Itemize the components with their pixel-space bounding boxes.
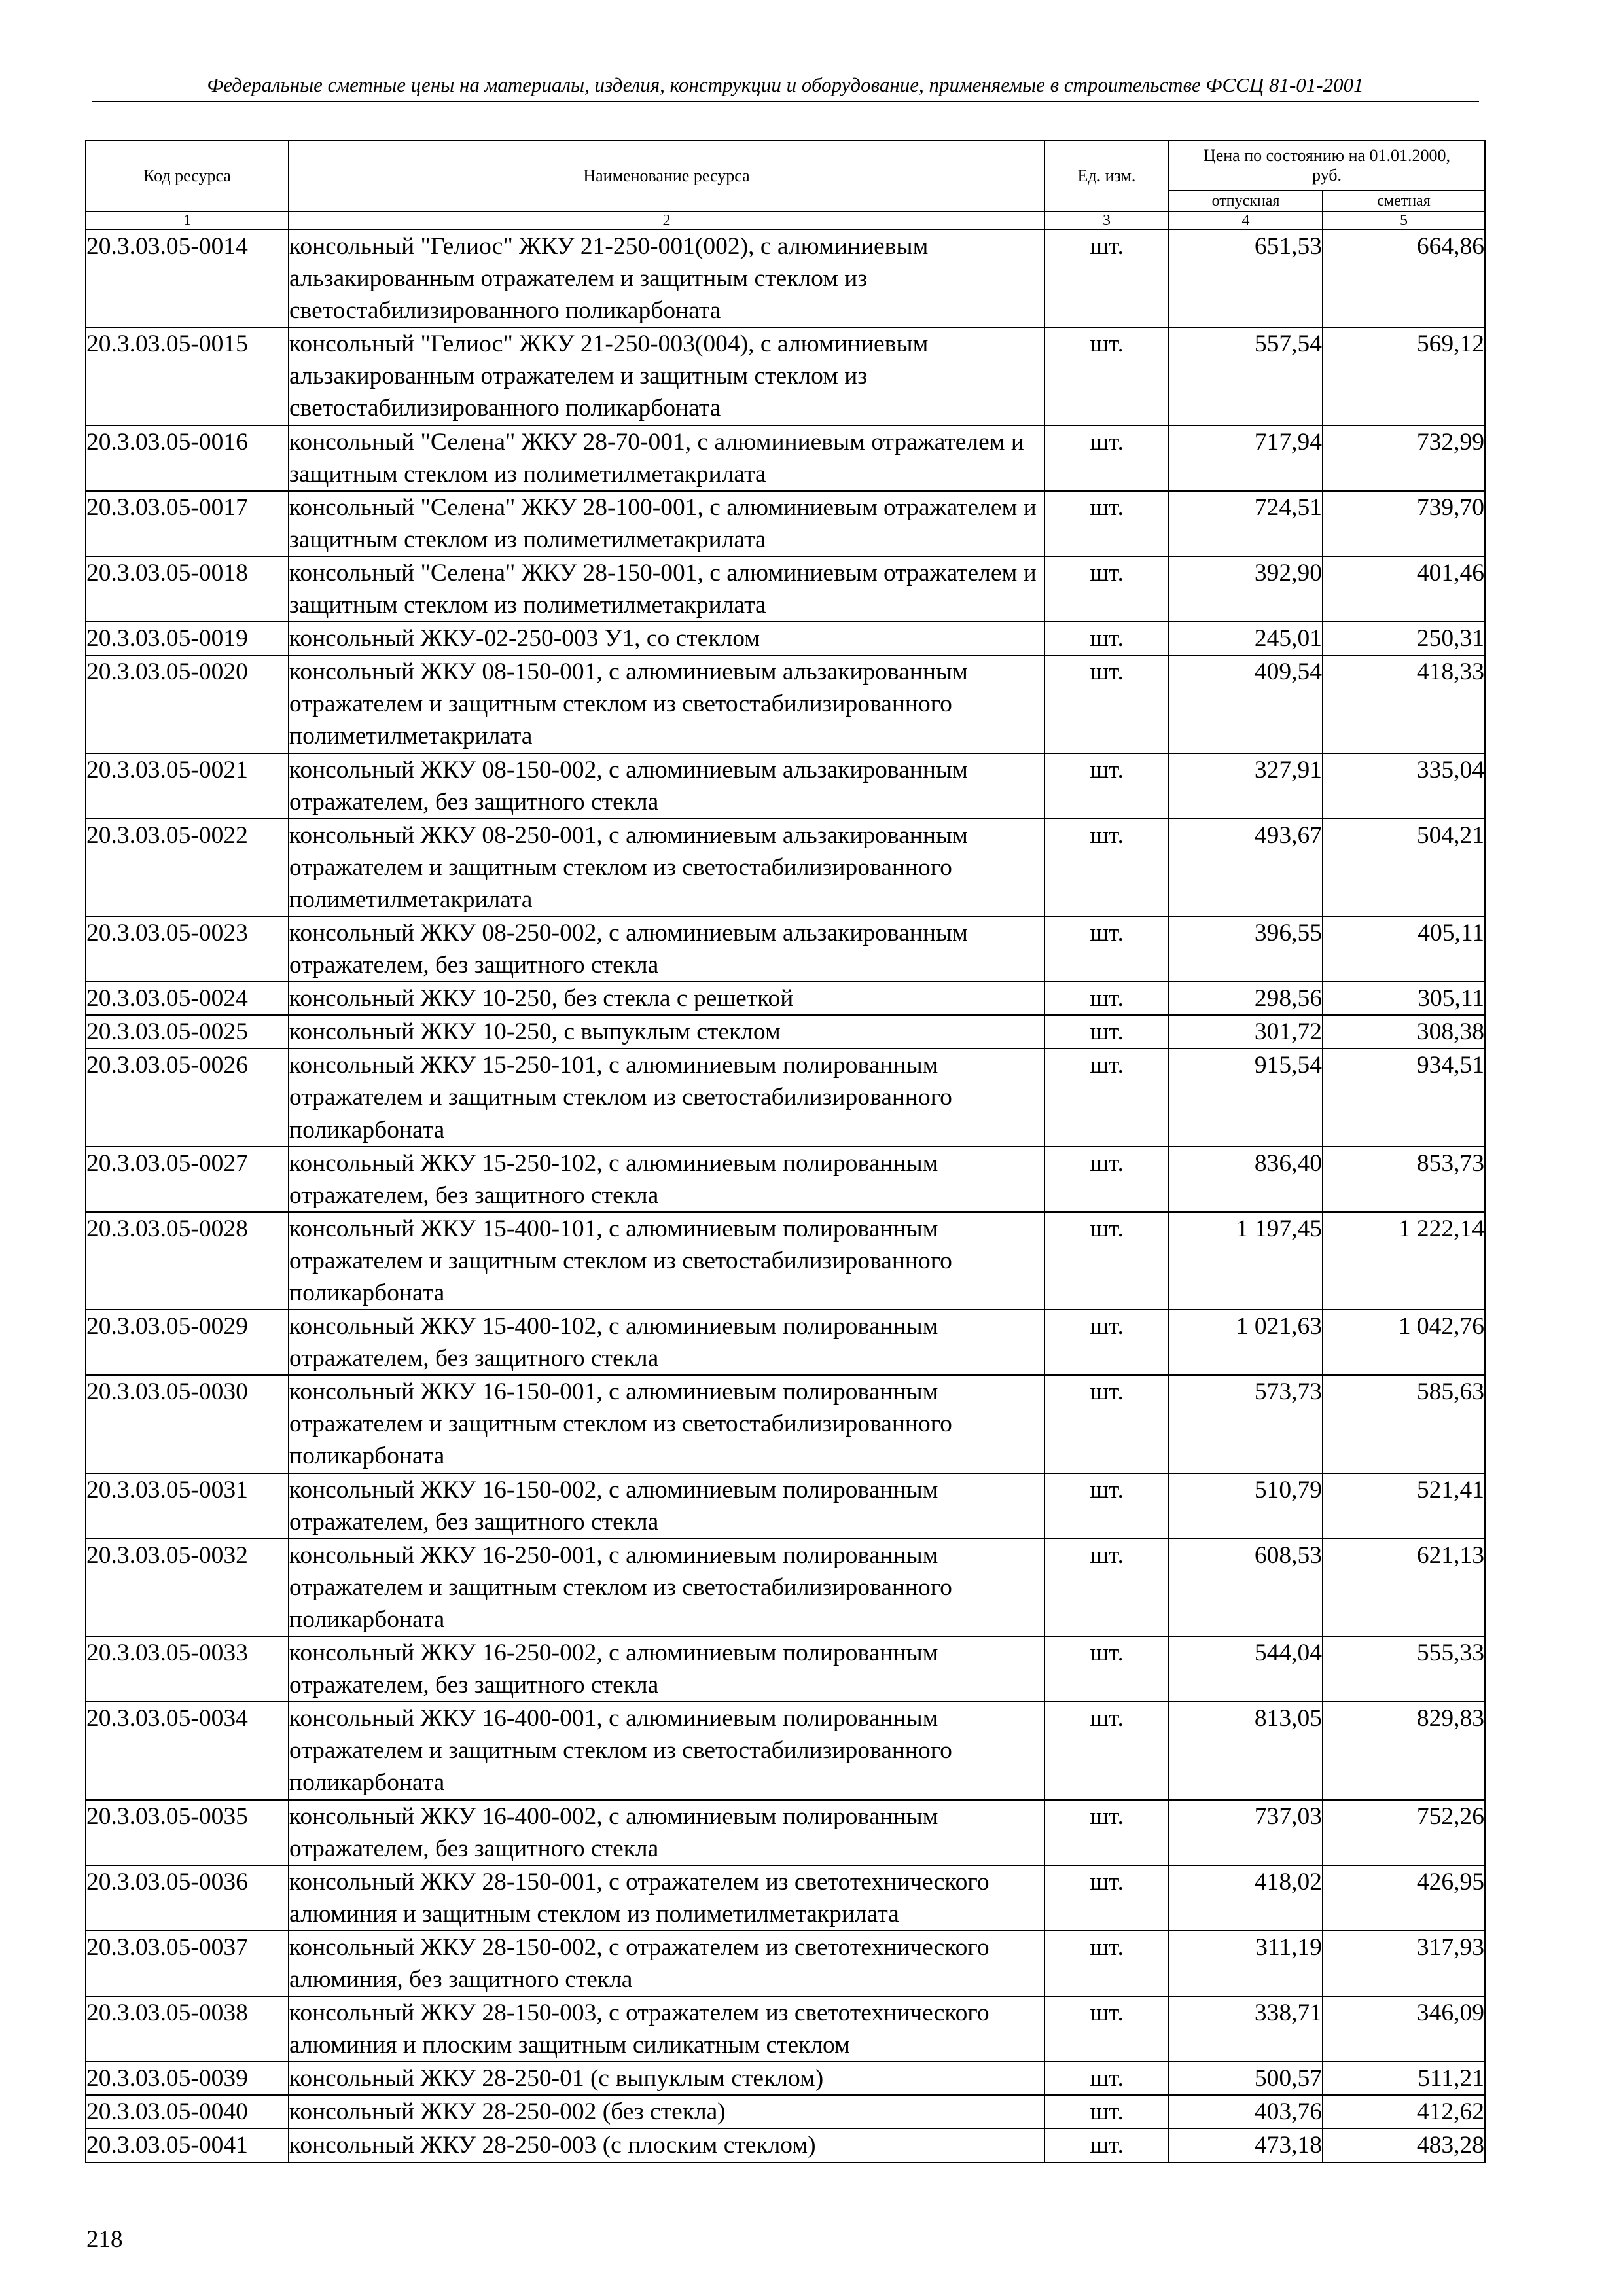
resource-code: 20.3.03.05-0015 xyxy=(86,327,289,425)
running-header: Федеральные сметные цены на материалы, изделия, конструкции и оборудование, применяемые в строительстве ФССЦ 81-01-2001 xyxy=(92,73,1479,102)
release-price: 409,54 xyxy=(1169,655,1323,753)
release-price: 717,94 xyxy=(1169,425,1323,491)
resource-name: консольный ЖКУ 28-250-003 (с плоским стеклом) xyxy=(289,2128,1044,2162)
release-price: 301,72 xyxy=(1169,1015,1323,1049)
resource-code: 20.3.03.05-0036 xyxy=(86,1865,289,1931)
unit-of-measure: шт. xyxy=(1044,425,1169,491)
release-price: 473,18 xyxy=(1169,2128,1323,2162)
table-row xyxy=(86,1049,1485,1146)
column-number: 4 xyxy=(1169,211,1323,230)
release-price: 245,01 xyxy=(1169,622,1323,655)
resource-code: 20.3.03.05-0034 xyxy=(86,1702,289,1799)
estimate-price: 555,33 xyxy=(1323,1636,1485,1702)
table-row xyxy=(86,2095,1485,2128)
table-row xyxy=(86,1310,1485,1375)
release-price: 338,71 xyxy=(1169,1996,1323,2062)
table-row xyxy=(86,982,1485,1015)
resource-name: консольный "Селена" ЖКУ 28-70-001, с алюминиевым отражателем и защитным стеклом из полиметилметакрилата xyxy=(289,425,1044,491)
col-header-code: Код ресурса xyxy=(86,141,289,211)
resource-code: 20.3.03.05-0026 xyxy=(86,1049,289,1146)
table-row xyxy=(86,1931,1485,1996)
estimate-price: 504,21 xyxy=(1323,819,1485,916)
estimate-price: 335,04 xyxy=(1323,753,1485,819)
table-row xyxy=(86,327,1485,425)
table-row xyxy=(86,1636,1485,1702)
table-row xyxy=(86,1865,1485,1931)
resource-name: консольный "Гелиос" ЖКУ 21-250-003(004), с алюминиевым альзакированным отражателем и защитным стеклом из светостабилизированного поликарбоната xyxy=(289,327,1044,425)
table-row xyxy=(86,753,1485,819)
unit-of-measure: шт. xyxy=(1044,1310,1169,1375)
release-price: 493,67 xyxy=(1169,819,1323,916)
release-price: 813,05 xyxy=(1169,1702,1323,1799)
resource-name: консольный "Гелиос" ЖКУ 21-250-001(002), с алюминиевым альзакированным отражателем и защитным стеклом из светостабилизированного поликарбоната xyxy=(289,230,1044,327)
table-row xyxy=(86,1996,1485,2062)
resource-name: консольный ЖКУ 15-250-102, с алюминиевым полированным отражателем, без защитного стекла xyxy=(289,1147,1044,1212)
release-price: 510,79 xyxy=(1169,1473,1323,1539)
estimate-price: 569,12 xyxy=(1323,327,1485,425)
release-price: 557,54 xyxy=(1169,327,1323,425)
resource-code: 20.3.03.05-0029 xyxy=(86,1310,289,1375)
price-table xyxy=(85,140,1486,2163)
resource-name: консольный ЖКУ 15-400-102, с алюминиевым полированным отражателем, без защитного стекла xyxy=(289,1310,1044,1375)
release-price: 1 021,63 xyxy=(1169,1310,1323,1375)
release-price: 327,91 xyxy=(1169,753,1323,819)
resource-name: консольный ЖКУ 16-150-001, с алюминиевым полированным отражателем и защитным стеклом из светостабилизированного поликарбоната xyxy=(289,1375,1044,1473)
table-row xyxy=(86,819,1485,916)
table-row xyxy=(86,916,1485,982)
release-price: 737,03 xyxy=(1169,1800,1323,1865)
estimate-price: 829,83 xyxy=(1323,1702,1485,1799)
resource-name: консольный ЖКУ 08-150-002, с алюминиевым альзакированным отражателем, без защитного стекла xyxy=(289,753,1044,819)
resource-name: консольный ЖКУ 28-250-01 (с выпуклым стеклом) xyxy=(289,2062,1044,2095)
release-price: 396,55 xyxy=(1169,916,1323,982)
table-row xyxy=(86,230,1485,327)
col-header-price-release: отпускная xyxy=(1169,190,1323,211)
resource-code: 20.3.03.05-0020 xyxy=(86,655,289,753)
estimate-price: 585,63 xyxy=(1323,1375,1485,1473)
estimate-price: 483,28 xyxy=(1323,2128,1485,2162)
table-row xyxy=(86,556,1485,622)
resource-code: 20.3.03.05-0040 xyxy=(86,2095,289,2128)
unit-of-measure: шт. xyxy=(1044,1147,1169,1212)
resource-code: 20.3.03.05-0023 xyxy=(86,916,289,982)
column-number: 2 xyxy=(289,211,1044,230)
unit-of-measure: шт. xyxy=(1044,1473,1169,1539)
col-header-name: Наименование ресурса xyxy=(289,141,1044,211)
release-price: 608,53 xyxy=(1169,1539,1323,1636)
release-price: 573,73 xyxy=(1169,1375,1323,1473)
resource-name: консольный ЖКУ 28-150-003, с отражателем из светотехнического алюминия и плоским защитным силикатным стеклом xyxy=(289,1996,1044,2062)
release-price: 836,40 xyxy=(1169,1147,1323,1212)
table-row xyxy=(86,1147,1485,1212)
unit-of-measure: шт. xyxy=(1044,1931,1169,1996)
col-header-price-estimate: сметная xyxy=(1323,190,1485,211)
estimate-price: 412,62 xyxy=(1323,2095,1485,2128)
release-price: 392,90 xyxy=(1169,556,1323,622)
release-price: 298,56 xyxy=(1169,982,1323,1015)
estimate-price: 739,70 xyxy=(1323,491,1485,556)
estimate-price: 1 222,14 xyxy=(1323,1212,1485,1310)
release-price: 651,53 xyxy=(1169,230,1323,327)
resource-code: 20.3.03.05-0028 xyxy=(86,1212,289,1310)
table-row xyxy=(86,655,1485,753)
resource-code: 20.3.03.05-0039 xyxy=(86,2062,289,2095)
unit-of-measure: шт. xyxy=(1044,327,1169,425)
estimate-price: 521,41 xyxy=(1323,1473,1485,1539)
resource-name: консольный ЖКУ 08-250-001, с алюминиевым альзакированным отражателем и защитным стеклом из светостабилизированного полиметилметакрилата xyxy=(289,819,1044,916)
resource-code: 20.3.03.05-0022 xyxy=(86,819,289,916)
estimate-price: 853,73 xyxy=(1323,1147,1485,1212)
resource-code: 20.3.03.05-0018 xyxy=(86,556,289,622)
resource-code: 20.3.03.05-0016 xyxy=(86,425,289,491)
release-price: 724,51 xyxy=(1169,491,1323,556)
table-row xyxy=(86,491,1485,556)
estimate-price: 732,99 xyxy=(1323,425,1485,491)
resource-code: 20.3.03.05-0024 xyxy=(86,982,289,1015)
column-number: 5 xyxy=(1323,211,1485,230)
column-number: 3 xyxy=(1044,211,1169,230)
resource-name: консольный ЖКУ 16-250-001, с алюминиевым полированным отражателем и защитным стеклом из светостабилизированного поликарбоната xyxy=(289,1539,1044,1636)
release-price: 915,54 xyxy=(1169,1049,1323,1146)
resource-code: 20.3.03.05-0021 xyxy=(86,753,289,819)
table-row xyxy=(86,2128,1485,2162)
unit-of-measure: шт. xyxy=(1044,1015,1169,1049)
resource-name: консольный ЖКУ 28-150-001, с отражателем из светотехнического алюминия и защитным стеклом из полиметилметакрилата xyxy=(289,1865,1044,1931)
unit-of-measure: шт. xyxy=(1044,753,1169,819)
column-number: 1 xyxy=(86,211,289,230)
resource-name: консольный ЖКУ 28-250-002 (без стекла) xyxy=(289,2095,1044,2128)
resource-code: 20.3.03.05-0037 xyxy=(86,1931,289,1996)
unit-of-measure: шт. xyxy=(1044,1702,1169,1799)
resource-code: 20.3.03.05-0038 xyxy=(86,1996,289,2062)
table-row xyxy=(86,2062,1485,2095)
resource-code: 20.3.03.05-0030 xyxy=(86,1375,289,1473)
resource-name: консольный ЖКУ 08-150-001, с алюминиевым альзакированным отражателем и защитным стеклом из светостабилизированного полиметилметакрилата xyxy=(289,655,1044,753)
resource-code: 20.3.03.05-0035 xyxy=(86,1800,289,1865)
resource-name: консольный ЖКУ-02-250-003 У1, со стеклом xyxy=(289,622,1044,655)
resource-name: консольный "Селена" ЖКУ 28-100-001, с алюминиевым отражателем и защитным стеклом из полиметилметакрилата xyxy=(289,491,1044,556)
col-header-price-group: Цена по состоянию на 01.01.2000, руб. xyxy=(1169,141,1485,190)
resource-name: консольный ЖКУ 08-250-002, с алюминиевым альзакированным отражателем, без защитного стекла xyxy=(289,916,1044,982)
resource-name: консольный ЖКУ 28-150-002, с отражателем из светотехнического алюминия, без защитного стекла xyxy=(289,1931,1044,1996)
unit-of-measure: шт. xyxy=(1044,1800,1169,1865)
unit-of-measure: шт. xyxy=(1044,491,1169,556)
resource-code: 20.3.03.05-0033 xyxy=(86,1636,289,1702)
table-body xyxy=(86,230,1485,2162)
estimate-price: 317,93 xyxy=(1323,1931,1485,1996)
unit-of-measure: шт. xyxy=(1044,819,1169,916)
release-price: 418,02 xyxy=(1169,1865,1323,1931)
table-row xyxy=(86,1800,1485,1865)
unit-of-measure: шт. xyxy=(1044,982,1169,1015)
unit-of-measure: шт. xyxy=(1044,1375,1169,1473)
resource-name: консольный ЖКУ 16-250-002, с алюминиевым полированным отражателем, без защитного стекла xyxy=(289,1636,1044,1702)
table-row xyxy=(86,622,1485,655)
resource-name: консольный ЖКУ 10-250, без стекла с решеткой xyxy=(289,982,1044,1015)
table-row xyxy=(86,1702,1485,1799)
release-price: 1 197,45 xyxy=(1169,1212,1323,1310)
resource-code: 20.3.03.05-0041 xyxy=(86,2128,289,2162)
unit-of-measure: шт. xyxy=(1044,1865,1169,1931)
unit-of-measure: шт. xyxy=(1044,230,1169,327)
unit-of-measure: шт. xyxy=(1044,1049,1169,1146)
table-row xyxy=(86,425,1485,491)
resource-name: консольный ЖКУ 16-400-001, с алюминиевым полированным отражателем и защитным стеклом из светостабилизированного поликарбоната xyxy=(289,1702,1044,1799)
release-price: 500,57 xyxy=(1169,2062,1323,2095)
estimate-price: 401,46 xyxy=(1323,556,1485,622)
table-row xyxy=(86,1375,1485,1473)
estimate-price: 426,95 xyxy=(1323,1865,1485,1931)
col-header-unit: Ед. изм. xyxy=(1044,141,1169,211)
resource-code: 20.3.03.05-0025 xyxy=(86,1015,289,1049)
unit-of-measure: шт. xyxy=(1044,556,1169,622)
resource-code: 20.3.03.05-0014 xyxy=(86,230,289,327)
resource-code: 20.3.03.05-0027 xyxy=(86,1147,289,1212)
unit-of-measure: шт. xyxy=(1044,916,1169,982)
estimate-price: 418,33 xyxy=(1323,655,1485,753)
resource-name: консольный ЖКУ 15-250-101, с алюминиевым полированным отражателем и защитным стеклом из светостабилизированного поликарбоната xyxy=(289,1049,1044,1146)
unit-of-measure: шт. xyxy=(1044,2095,1169,2128)
release-price: 311,19 xyxy=(1169,1931,1323,1996)
resource-code: 20.3.03.05-0032 xyxy=(86,1539,289,1636)
estimate-price: 308,38 xyxy=(1323,1015,1485,1049)
estimate-price: 511,21 xyxy=(1323,2062,1485,2095)
unit-of-measure: шт. xyxy=(1044,2128,1169,2162)
table-row xyxy=(86,1212,1485,1310)
unit-of-measure: шт. xyxy=(1044,622,1169,655)
resource-name: консольный ЖКУ 16-150-002, с алюминиевым полированным отражателем, без защитного стекла xyxy=(289,1473,1044,1539)
resource-name: консольный ЖКУ 10-250, с выпуклым стеклом xyxy=(289,1015,1044,1049)
resource-name: консольный ЖКУ 16-400-002, с алюминиевым полированным отражателем, без защитного стекла xyxy=(289,1800,1044,1865)
unit-of-measure: шт. xyxy=(1044,1212,1169,1310)
estimate-price: 664,86 xyxy=(1323,230,1485,327)
estimate-price: 752,26 xyxy=(1323,1800,1485,1865)
estimate-price: 346,09 xyxy=(1323,1996,1485,2062)
unit-of-measure: шт. xyxy=(1044,655,1169,753)
resource-name: консольный "Селена" ЖКУ 28-150-001, с алюминиевым отражателем и защитным стеклом из полиметилметакрилата xyxy=(289,556,1044,622)
table-row xyxy=(86,1473,1485,1539)
unit-of-measure: шт. xyxy=(1044,1539,1169,1636)
estimate-price: 1 042,76 xyxy=(1323,1310,1485,1375)
estimate-price: 405,11 xyxy=(1323,916,1485,982)
table-row xyxy=(86,1015,1485,1049)
unit-of-measure: шт. xyxy=(1044,1636,1169,1702)
estimate-price: 305,11 xyxy=(1323,982,1485,1015)
table-row xyxy=(86,1539,1485,1636)
resource-code: 20.3.03.05-0019 xyxy=(86,622,289,655)
unit-of-measure: шт. xyxy=(1044,1996,1169,2062)
release-price: 544,04 xyxy=(1169,1636,1323,1702)
estimate-price: 250,31 xyxy=(1323,622,1485,655)
estimate-price: 621,13 xyxy=(1323,1539,1485,1636)
resource-code: 20.3.03.05-0031 xyxy=(86,1473,289,1539)
page-number: 218 xyxy=(86,2226,123,2253)
resource-code: 20.3.03.05-0017 xyxy=(86,491,289,556)
unit-of-measure: шт. xyxy=(1044,2062,1169,2095)
estimate-price: 934,51 xyxy=(1323,1049,1485,1146)
resource-name: консольный ЖКУ 15-400-101, с алюминиевым полированным отражателем и защитным стеклом из светостабилизированного поликарбоната xyxy=(289,1212,1044,1310)
release-price: 403,76 xyxy=(1169,2095,1323,2128)
